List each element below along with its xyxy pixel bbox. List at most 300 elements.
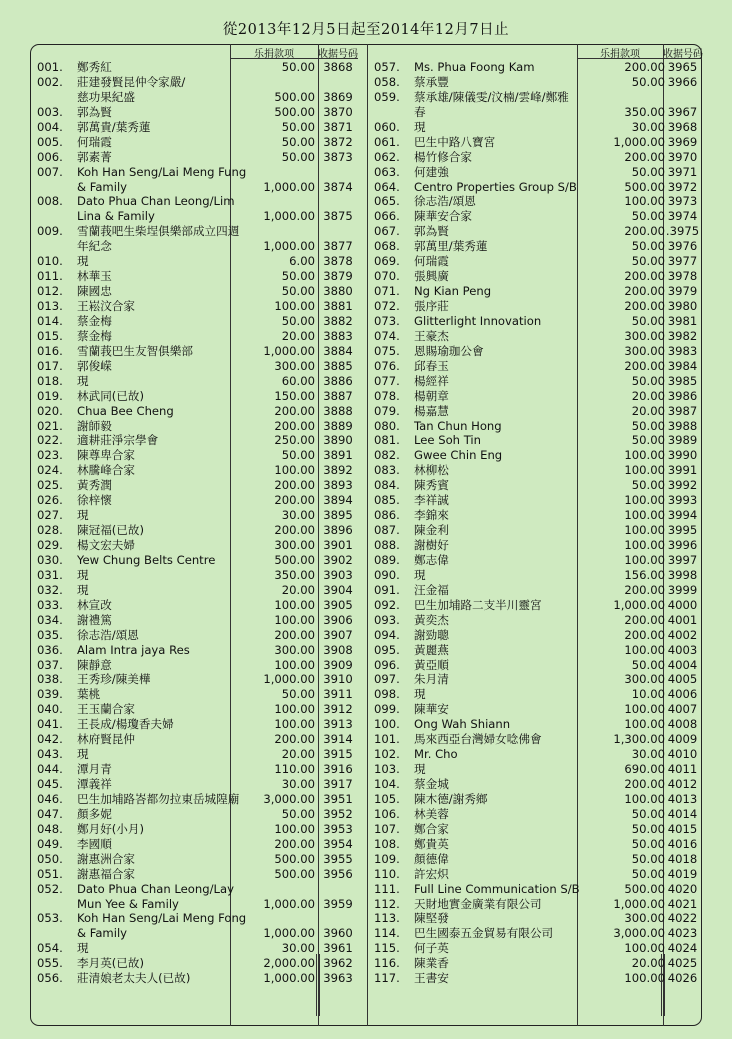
donor-name: 現 — [77, 508, 89, 523]
donor-name: 楊朝章 — [414, 388, 449, 403]
donation-row — [30, 583, 358, 598]
donation-amount: 50.00 — [631, 373, 665, 388]
donation-amount: 200.00 — [624, 269, 665, 284]
donation-row — [367, 284, 702, 299]
donation-amount: 100.00 — [274, 821, 315, 836]
donor-name: Ms. Phua Foong Kam — [414, 60, 535, 74]
entry-number: 010. — [37, 254, 63, 269]
entry-number: 103. — [374, 762, 400, 777]
entry-number: 001. — [37, 60, 63, 74]
receipt-number: 3870 — [323, 104, 353, 119]
donor-name: 王長成/楊瓊香夫婦 — [77, 717, 174, 732]
donation-row — [367, 822, 702, 837]
donor-name: Full Line Communication S/B — [414, 881, 580, 896]
donor-name: Gwee Chin Eng — [414, 448, 503, 463]
donor-name: 郭為賢 — [77, 104, 112, 119]
donor-name: 天財地實金廣業有限公司 — [414, 896, 542, 911]
donation-amount: 50.00 — [631, 74, 665, 89]
donation-amount: 30.00 — [631, 747, 665, 762]
donor-name: 李錦來 — [414, 508, 449, 523]
receipt-number: 3959 — [323, 896, 353, 911]
donor-name: 黃秀潤 — [77, 478, 112, 493]
donation-row — [367, 956, 702, 971]
donation-row — [30, 60, 358, 75]
donation-amount: 3,000.00 — [263, 791, 315, 806]
donation-row — [30, 344, 358, 359]
donor-name: 謝勁聰 — [414, 627, 449, 642]
donation-row — [30, 956, 358, 971]
receipt-number: 3972 — [667, 179, 698, 194]
donation-list-right — [367, 60, 702, 986]
donor-name: & Family — [77, 179, 128, 194]
entry-number: 070. — [374, 269, 400, 284]
donation-row — [367, 359, 702, 374]
donation-row — [367, 478, 702, 493]
entry-number: 050. — [37, 851, 63, 866]
entry-number: 035. — [37, 627, 63, 642]
donation-row — [367, 180, 702, 195]
donation-amount: 200.00 — [274, 732, 315, 747]
receipt-number: 3983 — [667, 343, 698, 358]
entry-number: 045. — [37, 777, 63, 791]
donor-name: 邱春玉 — [414, 358, 449, 373]
donation-amount: 300.00 — [624, 911, 665, 926]
donation-row — [30, 852, 358, 867]
receipt-number: 3998 — [667, 567, 698, 582]
receipt-number: 3895 — [323, 508, 353, 523]
donation-amount: 30.00 — [281, 941, 315, 956]
entry-number: 071. — [374, 284, 400, 299]
receipt-number: 3892 — [323, 463, 353, 478]
entry-number: 053. — [37, 911, 63, 926]
donor-name: 蔡金梅 — [77, 328, 112, 343]
donation-amount: 300.00 — [624, 672, 665, 687]
receipt-number: 3873 — [323, 149, 353, 164]
donation-row — [30, 538, 358, 553]
donation-row — [367, 120, 702, 135]
receipt-number: 3981 — [667, 313, 698, 328]
donation-amount: 50.00 — [281, 448, 315, 463]
donation-row — [367, 419, 702, 434]
donation-amount: 500.00 — [274, 552, 315, 567]
donor-name: Koh Han Seng/Lai Meng Fong — [77, 911, 247, 926]
donation-row — [367, 628, 702, 643]
donation-amount: 350.00 — [624, 104, 665, 119]
donor-name: 徐志浩/頌恩 — [414, 194, 476, 209]
donation-row — [30, 672, 358, 687]
entry-number: 087. — [374, 523, 400, 538]
receipt-number: 3907 — [323, 627, 353, 642]
donation-row — [367, 867, 702, 882]
donation-amount: 50.00 — [281, 313, 315, 328]
entry-number: 106. — [374, 806, 400, 821]
receipt-number: 3977 — [667, 254, 698, 269]
donation-row — [30, 433, 358, 448]
donation-amount: 20.00 — [281, 747, 315, 762]
donation-row — [367, 329, 702, 344]
receipt-number: 3988 — [667, 418, 698, 433]
entry-number: 089. — [374, 552, 400, 567]
donor-name: Mun Yee & Family — [77, 896, 179, 911]
entry-number: 007. — [37, 164, 63, 179]
receipt-number: 3953 — [323, 821, 353, 836]
donation-amount: 50.00 — [281, 806, 315, 821]
donation-row — [30, 194, 358, 209]
donor-name: Dato Phua Chan Leong/Lim — [77, 194, 235, 209]
donation-row — [30, 523, 358, 538]
donation-row — [367, 852, 702, 867]
donation-row — [367, 60, 702, 75]
receipt-header: 收据号码 — [663, 49, 703, 60]
donation-amount: 100.00 — [274, 463, 315, 478]
entry-number: 049. — [37, 836, 63, 851]
receipt-number: 4007 — [667, 702, 698, 717]
donation-list-left — [30, 60, 358, 986]
donation-amount: 350.00 — [274, 567, 315, 582]
donor-name: 李祥誠 — [414, 493, 449, 508]
entry-number: 093. — [374, 612, 400, 627]
receipt-number: 3965 — [667, 60, 698, 74]
donor-name: 何瑞霞 — [77, 134, 112, 149]
entry-number: 054. — [37, 941, 63, 956]
entry-number: 080. — [374, 418, 400, 433]
receipt-number: 4012 — [667, 777, 698, 791]
receipt-header: 收据号码 — [318, 49, 358, 60]
receipt-number: 4008 — [667, 717, 698, 732]
donor-name: 黃麗燕 — [414, 642, 449, 657]
donation-amount: 30.00 — [281, 508, 315, 523]
donation-amount: 1,000.00 — [613, 896, 665, 911]
donation-row — [30, 180, 358, 195]
receipt-number: 4013 — [667, 791, 698, 806]
donation-amount: 100.00 — [624, 941, 665, 956]
donation-row — [30, 941, 358, 956]
donor-name: Koh Han Seng/Lai Meng Fung — [77, 164, 247, 179]
donation-row — [30, 404, 358, 419]
donation-amount: 1,000.00 — [263, 926, 315, 941]
donor-name: 楊嘉慧 — [414, 403, 449, 418]
donation-amount: 200.00 — [624, 627, 665, 642]
receipt-number: 4023 — [667, 926, 698, 941]
donation-amount: 200.00 — [624, 284, 665, 299]
receipt-number: 3890 — [323, 433, 353, 448]
donation-amount: 100.00 — [624, 971, 665, 986]
receipt-number: 3917 — [323, 777, 353, 791]
entry-number: 004. — [37, 119, 63, 134]
donation-row — [367, 837, 702, 852]
donation-amount: 1,000.00 — [263, 179, 315, 194]
receipt-number: 3903 — [323, 567, 353, 582]
donation-amount: 200.00 — [624, 777, 665, 791]
entry-number: 019. — [37, 388, 63, 403]
receipt-number: 3955 — [323, 851, 353, 866]
entry-number: 055. — [37, 956, 63, 971]
donor-name: 王豪杰 — [414, 328, 449, 343]
entry-number: 061. — [374, 134, 400, 149]
entry-number: 091. — [374, 582, 400, 597]
receipt-number: 4024 — [667, 941, 698, 956]
receipt-number: 3963 — [323, 971, 353, 986]
receipt-number: 3896 — [323, 523, 353, 538]
donor-name: 郭萬里/葉秀蓮 — [414, 239, 488, 254]
donor-name: 馬來西亞台灣婦女唸佛會 — [414, 732, 542, 747]
receipt-number: 3881 — [323, 299, 353, 313]
entry-number: 088. — [374, 538, 400, 552]
entry-number: 056. — [37, 971, 63, 986]
entry-number: 048. — [37, 821, 63, 836]
donor-name: Glitterlight Innovation — [414, 313, 542, 328]
donation-row — [30, 822, 358, 837]
donor-name: 陳堅發 — [414, 911, 449, 926]
donor-name: Ng Kian Peng — [414, 284, 492, 299]
entry-number: 105. — [374, 791, 400, 806]
donor-name: 莊清娘老太夫人(已故) — [77, 971, 191, 986]
receipt-number: 3954 — [323, 836, 353, 851]
donation-amount: 200.00 — [624, 149, 665, 164]
amount-header: 乐捐款项 — [254, 49, 294, 60]
donation-row — [367, 971, 702, 986]
donor-name: 陳秀賓 — [414, 478, 449, 493]
donation-amount: 200.00 — [274, 478, 315, 493]
donation-row — [30, 239, 358, 254]
donation-row — [367, 224, 702, 239]
donation-amount: 200.00 — [624, 299, 665, 313]
entry-number: 052. — [37, 881, 63, 896]
receipt-number: 4018 — [667, 851, 698, 866]
donation-row — [367, 239, 702, 254]
donation-amount: 20.00 — [281, 328, 315, 343]
donation-amount: 30.00 — [281, 777, 315, 791]
entry-number: 114. — [374, 926, 400, 941]
receipt-number: 3915 — [323, 747, 353, 762]
donor-name: Lina & Family — [77, 209, 155, 224]
entry-number: 006. — [37, 149, 63, 164]
donation-row — [30, 867, 358, 882]
receipt-number: 3982 — [667, 328, 698, 343]
donation-amount: 50.00 — [631, 313, 665, 328]
donor-name: Lee Soh Tin — [414, 433, 481, 448]
donation-row — [30, 165, 358, 180]
donation-row — [367, 314, 702, 329]
entry-number: 008. — [37, 194, 63, 209]
donor-name: 何瑞霞 — [414, 254, 449, 269]
donation-row — [367, 941, 702, 956]
donation-amount: 1,000.00 — [263, 896, 315, 911]
donation-row — [30, 389, 358, 404]
receipt-number: 3994 — [667, 508, 698, 523]
donor-name: 許宏炽 — [414, 866, 449, 881]
donation-amount: 50.00 — [631, 254, 665, 269]
receipt-number: 3910 — [323, 672, 353, 687]
entry-number: 038. — [37, 672, 63, 687]
donation-row — [367, 538, 702, 553]
donor-name: 徐志浩/頌恩 — [77, 627, 139, 642]
donation-amount: 100.00 — [274, 702, 315, 717]
donation-row — [30, 777, 358, 792]
donor-name: 謝禮篤 — [77, 612, 112, 627]
receipt-number: 3909 — [323, 657, 353, 672]
donor-name: 現 — [77, 747, 89, 762]
receipt-number: 3906 — [323, 612, 353, 627]
donation-amount: 50.00 — [631, 164, 665, 179]
donor-name: 陳金利 — [414, 523, 449, 538]
donor-name: 林柳松 — [414, 463, 449, 478]
entry-number: 098. — [374, 687, 400, 702]
receipt-number: 3908 — [323, 642, 353, 657]
donation-amount: 150.00 — [274, 388, 315, 403]
donation-row — [367, 762, 702, 777]
donation-row — [367, 658, 702, 673]
receipt-number: 3914 — [323, 732, 353, 747]
amount-header: 乐捐款项 — [600, 49, 640, 60]
donation-amount: 100.00 — [624, 552, 665, 567]
donation-amount: 20.00 — [631, 956, 665, 971]
donation-row — [367, 463, 702, 478]
donor-name: 郭萬貴/葉秀蓮 — [77, 119, 151, 134]
receipt-number: 3886 — [323, 373, 353, 388]
entry-number: 018. — [37, 373, 63, 388]
donor-name: 適耕莊淨宗學會 — [77, 433, 159, 448]
donor-name: 王書安 — [414, 971, 449, 986]
donation-row — [30, 269, 358, 284]
donor-name: 陳華安 — [414, 702, 449, 717]
donation-row — [30, 687, 358, 702]
donation-row — [367, 194, 702, 209]
donation-amount: 300.00 — [624, 328, 665, 343]
donor-name: 巴生加埔路峇都勿拉東岳城隍廟 — [77, 791, 240, 806]
receipt-number: 3893 — [323, 478, 353, 493]
donation-row — [30, 493, 358, 508]
entry-number: 022. — [37, 433, 63, 448]
donation-amount: 100.00 — [274, 597, 315, 612]
receipt-number: 3884 — [323, 343, 353, 358]
entry-number: 072. — [374, 299, 400, 313]
column-end-mark — [316, 954, 320, 1016]
receipt-number: 4005 — [667, 672, 698, 687]
receipt-number: 4002 — [667, 627, 698, 642]
entry-number: 110. — [374, 866, 400, 881]
entry-number: 039. — [37, 687, 63, 702]
entry-number: 099. — [374, 702, 400, 717]
entry-number: 066. — [374, 209, 400, 224]
donation-amount: 3,000.00 — [613, 926, 665, 941]
donor-name: Centro Properties Group S/B — [414, 179, 577, 194]
donor-name: 黃奕杰 — [414, 612, 449, 627]
donation-row — [30, 837, 358, 852]
entry-number: 078. — [374, 388, 400, 403]
donation-amount: 50.00 — [631, 478, 665, 493]
donation-row — [367, 254, 702, 269]
donor-name: 蔡承雄/陳儀雯/汶楠/雲峰/鄭雅 — [414, 89, 569, 104]
donation-amount: 200.00 — [624, 224, 665, 239]
entry-number: 083. — [374, 463, 400, 478]
donation-amount: 50.00 — [281, 149, 315, 164]
donation-row — [367, 389, 702, 404]
donor-name: 現 — [77, 582, 89, 597]
donation-row — [30, 926, 358, 941]
donation-amount: 300.00 — [624, 343, 665, 358]
entry-number: 027. — [37, 508, 63, 523]
donation-row — [30, 897, 358, 912]
donation-row — [30, 374, 358, 389]
receipt-number: 3913 — [323, 717, 353, 732]
donor-name: 何子英 — [414, 941, 449, 956]
donation-row — [30, 329, 358, 344]
entry-number: 109. — [374, 851, 400, 866]
donation-row — [30, 448, 358, 463]
donation-row — [367, 897, 702, 912]
receipt-number: 3991 — [667, 463, 698, 478]
donation-amount: 110.00 — [274, 762, 315, 777]
donor-name: 郭為賢 — [414, 224, 449, 239]
donation-row — [30, 90, 358, 105]
donation-amount: 1,000.00 — [263, 672, 315, 687]
donor-name: 巴生國泰五金貿易有限公司 — [414, 926, 554, 941]
receipt-number: 3905 — [323, 597, 353, 612]
donor-name: 現 — [77, 567, 89, 582]
donation-amount: 100.00 — [624, 523, 665, 538]
donor-name: 楊竹修合家 — [414, 149, 472, 164]
donation-row — [30, 658, 358, 673]
entry-number: 096. — [374, 657, 400, 672]
entry-number: 095. — [374, 642, 400, 657]
entry-number: 017. — [37, 358, 63, 373]
donor-name: 陳靜意 — [77, 657, 112, 672]
donation-row — [367, 508, 702, 523]
donation-amount: 200.00 — [624, 358, 665, 373]
entry-number: 079. — [374, 403, 400, 418]
entry-number: 075. — [374, 343, 400, 358]
donation-row — [30, 105, 358, 120]
entry-number: 024. — [37, 463, 63, 478]
entry-number: 014. — [37, 313, 63, 328]
receipt-number: 4010 — [667, 747, 698, 762]
entry-number: 003. — [37, 104, 63, 119]
receipt-number: 3984 — [667, 358, 698, 373]
donor-name: 徐梓懷 — [77, 493, 112, 508]
donor-name: Tan Chun Hong — [414, 418, 502, 433]
donation-row — [30, 628, 358, 643]
entry-number: 116. — [374, 956, 400, 971]
entry-number: 012. — [37, 284, 63, 299]
donor-name: 葉桃 — [77, 687, 101, 702]
entry-number: 067. — [374, 224, 400, 239]
donation-row — [30, 478, 358, 493]
donor-name: 蔡承豐 — [414, 74, 449, 89]
donor-name: 潭月青 — [77, 762, 112, 777]
donation-row — [30, 135, 358, 150]
donation-amount: 100.00 — [624, 194, 665, 209]
entry-number: 047. — [37, 806, 63, 821]
donation-row — [30, 463, 358, 478]
receipt-number: 3952 — [323, 806, 353, 821]
donation-amount: 100.00 — [274, 299, 315, 313]
donation-amount: 1,000.00 — [263, 239, 315, 254]
donation-amount: 60.00 — [281, 373, 315, 388]
donation-row — [30, 598, 358, 613]
donation-row — [30, 792, 358, 807]
donor-name: 現 — [414, 567, 426, 582]
entry-number: 028. — [37, 523, 63, 538]
donation-row — [30, 911, 358, 926]
donation-row — [367, 523, 702, 538]
donor-name: 鄭秀紅 — [77, 60, 112, 74]
entry-number: 041. — [37, 717, 63, 732]
donation-row — [367, 777, 702, 792]
entry-number: 111. — [374, 881, 400, 896]
donation-row — [367, 165, 702, 180]
donation-row — [367, 553, 702, 568]
